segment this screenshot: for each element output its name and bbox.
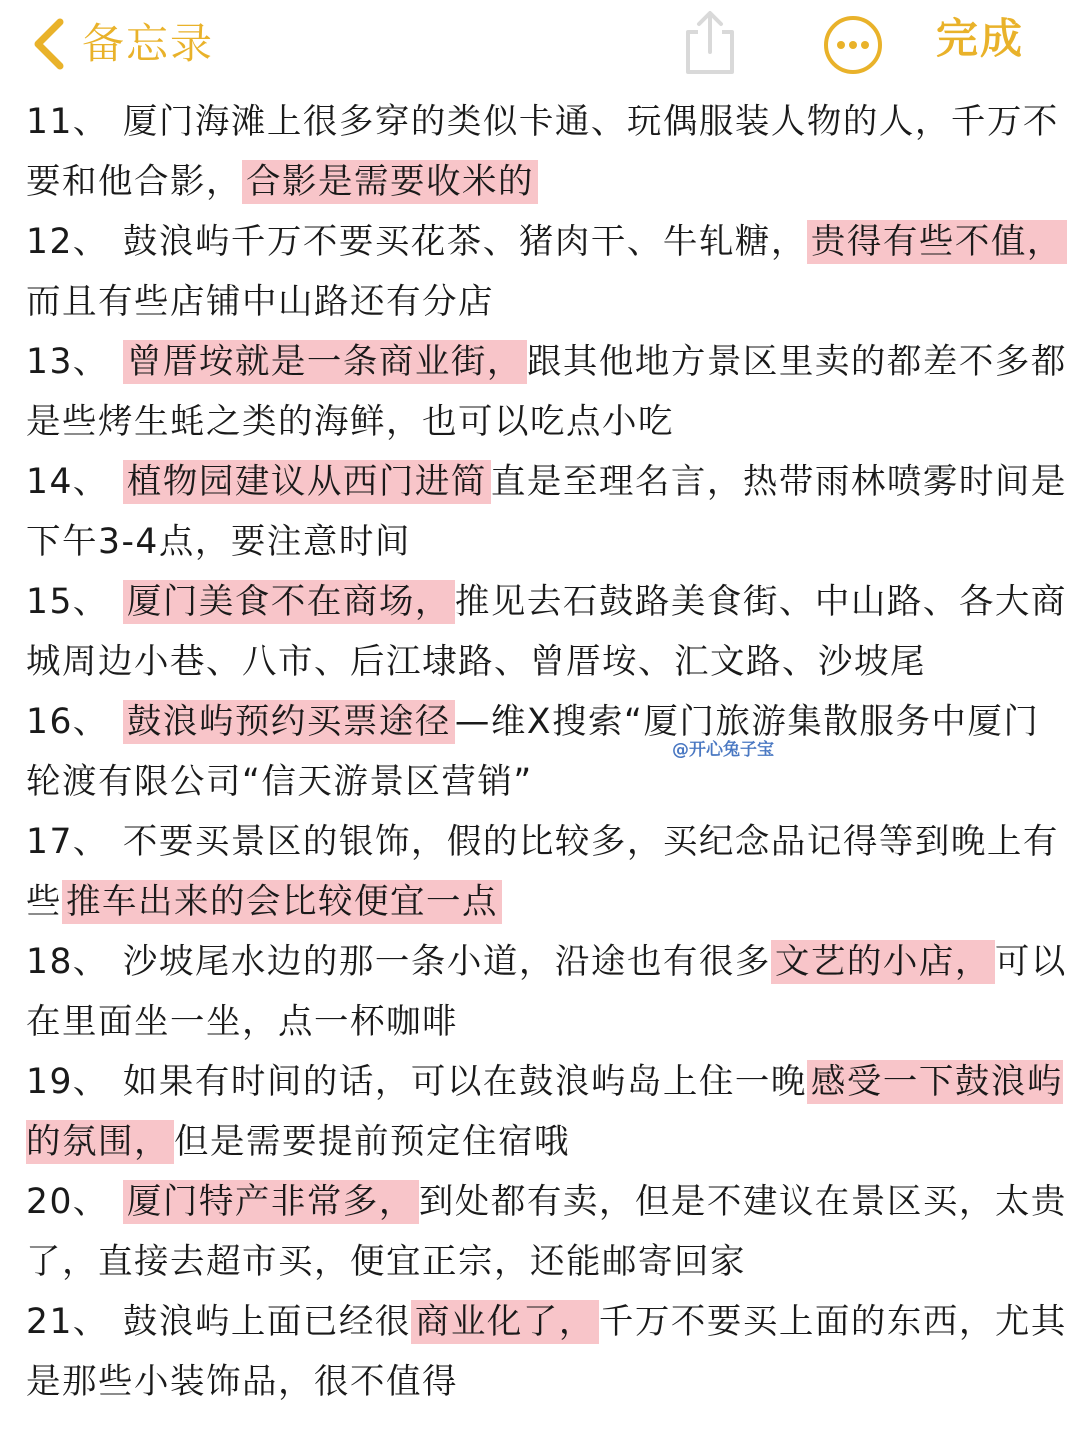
highlighted-text: 鼓浪屿预约买票途径: [123, 700, 455, 744]
highlighted-text: 推车出来的会比较便宜一点: [62, 880, 502, 924]
note-item-20: [26, 1172, 1074, 1292]
highlighted-text: 厦门美食不在商场，: [123, 580, 455, 624]
highlighted-text: 植物园建议从西门进简: [123, 460, 491, 504]
note-body[interactable]: [26, 92, 1074, 1412]
note-text: 如果有时间的话，可以在鼓浪屿岛上住一晚: [122, 1062, 807, 1102]
chevron-left-icon: [28, 14, 72, 74]
highlighted-text: 厦门特产非常多，: [123, 1180, 419, 1224]
note-item-11: [26, 92, 1074, 212]
note-text: 直是至理名言，热带雨林喷雾时间是下午3-4点，要注意时间: [26, 462, 1067, 562]
note-text: 跟其他地方景区里卖的都差不多都是些烤生蚝之类的海鲜，也可以吃点小吃: [26, 342, 1067, 442]
note-number: 20、: [26, 1182, 109, 1222]
note-number: 17、: [26, 822, 109, 862]
note-number: 18、: [26, 942, 109, 982]
note-text: 千万不要买上面的东西，尤其是那些小装饰品，很不值得: [26, 1302, 1067, 1402]
note-number: 11、: [26, 102, 109, 142]
note-item-14: [26, 452, 1074, 572]
share-icon[interactable]: [680, 8, 740, 78]
note-text: 沙坡尾水边的那一条小道，沿途也有很多: [122, 942, 771, 982]
note-text: 鼓浪屿千万不要买花茶、猪肉干、牛轧糖，: [122, 222, 807, 262]
note-item-21: [26, 1292, 1074, 1412]
note-item-15: [26, 572, 1074, 692]
note-number: 16、: [26, 702, 109, 742]
note-number: 21、: [26, 1302, 109, 1342]
note-text: 不要买景区的银饰，假的比较多，买纪念品记得等到晚上有些: [26, 822, 1059, 922]
highlighted-text: 文艺的小店，: [771, 940, 995, 984]
done-button[interactable]: 完成: [936, 14, 1025, 63]
watermark: @开心兔子宝: [672, 740, 774, 760]
note-text: 到处都有卖，但是不建议在景区买，太贵了，直接去超市买，便宜正宗，还能邮寄回家: [26, 1182, 1067, 1282]
back-label: 备忘录: [82, 19, 215, 68]
note-text: 推见去石鼓路美食街、中山路、各大商城周边小巷、八市、后江埭路、曾厝垵、汇文路、沙坡尾: [26, 582, 1067, 682]
highlighted-text: 感受一下鼓浪屿的氛围，: [26, 1062, 1063, 1162]
highlighted-text: 曾厝垵就是一条商业街，: [123, 340, 527, 384]
note-text: 厦门海滩上很多穿的类似卡通、玩偶服装人物的人，千万不要和他合影，: [26, 102, 1059, 202]
note-item-13: [26, 332, 1074, 452]
note-item-12: [26, 212, 1074, 332]
more-dots-icon[interactable]: [822, 14, 884, 76]
note-number: 13、: [26, 342, 109, 382]
highlighted-text: 商业化了，: [411, 1300, 599, 1344]
note-item-19: [26, 1052, 1074, 1172]
note-text: 但是需要提前预定住宿哦: [174, 1122, 570, 1162]
back-button[interactable]: [28, 12, 214, 76]
note-number: 19、: [26, 1062, 109, 1102]
note-item-16: [26, 692, 1074, 812]
note-number: 14、: [26, 462, 109, 502]
note-text: —维X搜索“厦门旅游集散服务中厦门轮渡有限公司“信天游景区营销”: [26, 702, 1040, 802]
note-number: 15、: [26, 582, 109, 622]
highlighted-text: 合影是需要收米的: [242, 160, 538, 204]
highlighted-text: 贵得有些不值，: [807, 220, 1067, 264]
note-item-18: [26, 932, 1074, 1052]
note-number: 12、: [26, 222, 109, 262]
note-text: 而且有些店铺中山路还有分店: [26, 282, 494, 322]
note-item-17: [26, 812, 1074, 932]
navigation-bar: [0, 0, 1080, 90]
note-text: 可以在里面坐一坐，点一杯咖啡: [26, 942, 1067, 1042]
note-text: 鼓浪屿上面已经很: [122, 1302, 411, 1342]
